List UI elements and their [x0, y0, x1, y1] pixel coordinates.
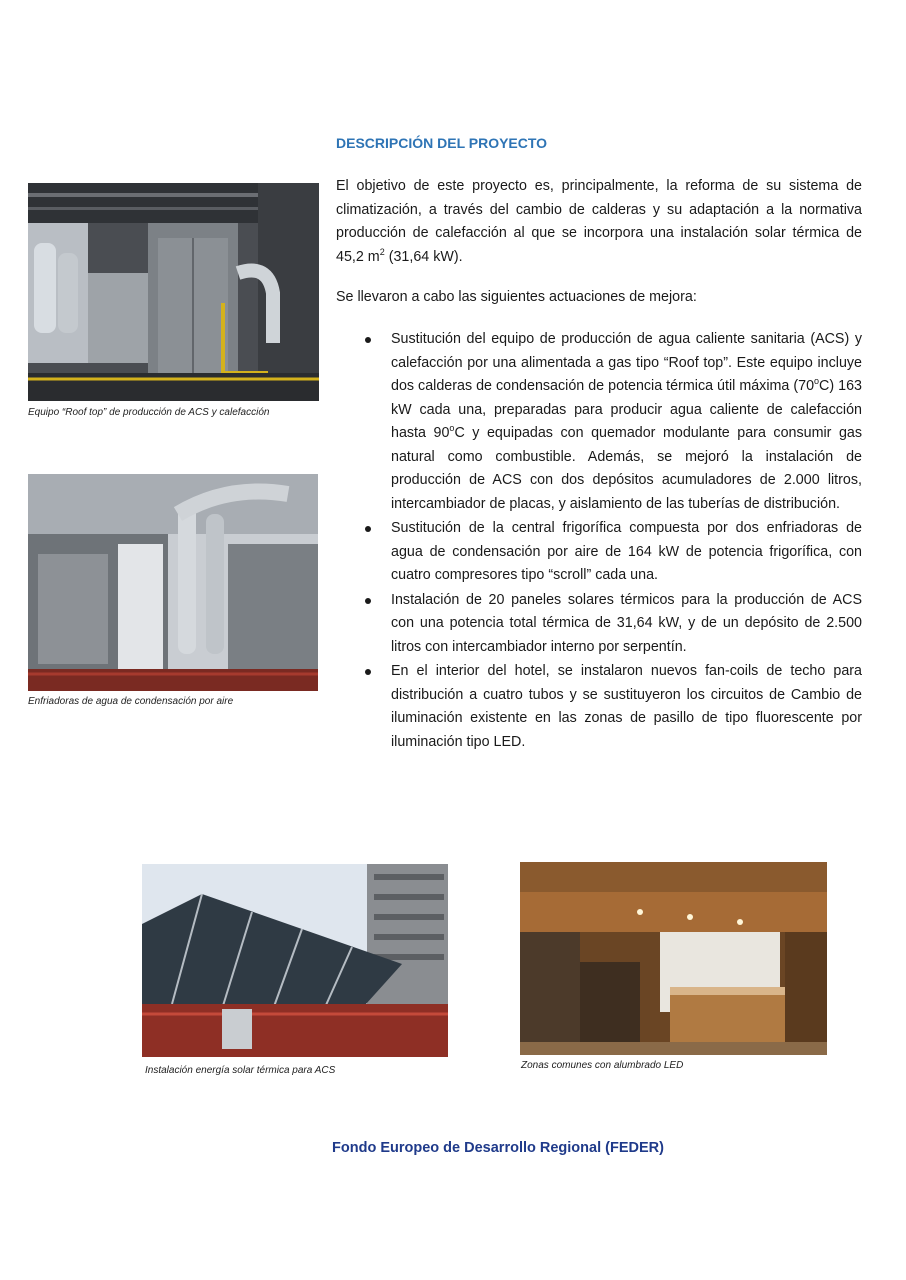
lobby-photo: [520, 862, 827, 1055]
lobby-caption: Zonas comunes con alumbrado LED: [521, 1060, 684, 1071]
section-heading: DESCRIPCIÓN DEL PROYECTO: [336, 135, 548, 151]
list-item: En el interior del hotel, se instalaron nuevos fan-coils de techo para distribución a cuatro tubos y se sustituyeron los circuitos de Cambio de iluminación existente en las zonas de pasillo de tipo fluorescente por iluminación tipo LED.: [336, 660, 862, 754]
solar-panels-photo: [142, 864, 448, 1057]
rooftop-caption: Equipo “Roof top” de producción de ACS y calefacción: [28, 407, 270, 418]
actions-intro: Se llevaron a cabo las siguientes actuaciones de mejora:: [336, 289, 697, 305]
actions-list: [336, 328, 862, 755]
solar-caption: Instalación energía solar térmica para ACS: [145, 1065, 336, 1076]
footer-feder: Fondo Europeo de Desarrollo Regional (FEDER): [332, 1140, 664, 1156]
chillers-photo: [28, 474, 318, 691]
rooftop-unit-photo: [28, 183, 319, 401]
bullet-icon: [365, 526, 371, 532]
list-item: Instalación de 20 paneles solares térmicos para la producción de ACS con una potencia total térmica de 31,64 kW, y de un depósito de 2.500 litros con intercambiador interno por serpentín.: [336, 589, 862, 660]
list-item: Sustitución de la central frigorífica compuesta por dos enfriadoras de agua de condensación por aire de 164 kW de potencia frigorífica, con cuatro compresores tipo “scroll” cada una.: [336, 517, 862, 588]
bullet-icon: [365, 337, 371, 343]
chillers-caption: Enfriadoras de agua de condensación por aire: [28, 696, 234, 707]
bullet-icon: [365, 598, 371, 604]
list-item: Sustitución del equipo de producción de agua caliente sanitaria (ACS) y calefacción por una alimentada a gas tipo “Roof top”. Este equipo incluye dos calderas de condensación de potencia térmica útil máxima (70$^o$C) 163 kW cada una, preparadas para producir agua caliente de calefacción hasta 90$^o$C y equipadas con quemador modulante para consumir gas natural como combustible. Además, se mejoró la instalación de producción de ACS con dos depósitos acumuladores de 2.000 litros, intercambiador de placas, y aislamiento de las tuberías de distribución.: [336, 328, 862, 516]
bullet-icon: [365, 669, 371, 675]
intro-paragraph: El objetivo de este proyecto es, principalmente, la reforma de su sistema de climatización, a través del cambio de calderas y su adaptación a la normativa producción de calefacción al que se incorpora una instalación solar térmica de 45,2 $m^2$ (31,64 kW).: [336, 178, 862, 265]
